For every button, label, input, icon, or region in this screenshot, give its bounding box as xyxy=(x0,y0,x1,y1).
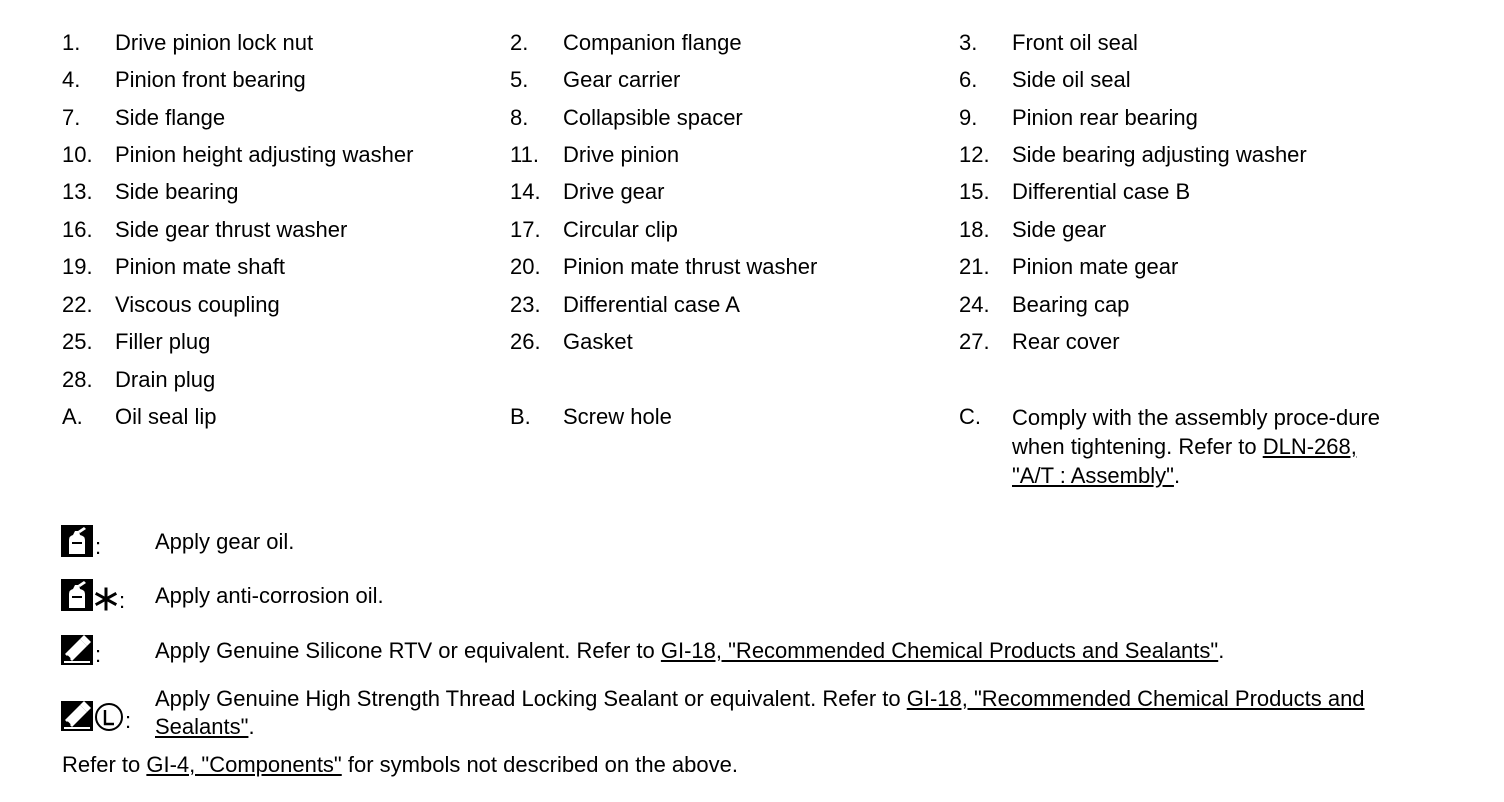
part-label: Pinion front bearing xyxy=(115,67,306,92)
note-c-number: C. xyxy=(959,404,981,429)
part-number: 15. xyxy=(959,179,990,204)
part-label: Drive gear xyxy=(563,179,665,204)
part-label: Screw hole xyxy=(563,404,672,429)
legend-text-period: . xyxy=(1218,638,1225,663)
part-number: 22. xyxy=(62,292,93,317)
part-number: 4. xyxy=(62,67,81,92)
part-label: Drive pinion lock nut xyxy=(115,30,314,55)
legend-gear-oil xyxy=(60,524,1480,560)
part-number: 3. xyxy=(959,30,978,55)
part-number: 9. xyxy=(959,105,978,130)
part-label: Drive pinion xyxy=(563,142,680,167)
legend-text: Apply gear oil. xyxy=(155,529,295,554)
circled-l-icon xyxy=(94,702,124,732)
part-label: Differential case A xyxy=(563,292,740,317)
part-number: 18. xyxy=(959,217,990,242)
part-number: B. xyxy=(510,404,531,429)
part-number: 20. xyxy=(510,254,541,279)
part-label: Side flange xyxy=(115,105,226,130)
part-number: 17. xyxy=(510,217,541,242)
part-label: Side gear thrust washer xyxy=(115,217,348,242)
part-number: 7. xyxy=(62,105,81,130)
legend-text-body: Apply Genuine Silicone RTV or equivalent. Refer to xyxy=(155,638,661,663)
part-number: 11. xyxy=(510,142,539,167)
part-number: 12. xyxy=(959,142,990,167)
part-label: Gear carrier xyxy=(563,67,681,92)
part-number: 23. xyxy=(510,292,541,317)
legend-thread-locking-sealant xyxy=(60,684,1480,744)
part-label: Collapsible spacer xyxy=(563,105,743,130)
dln-268-link[interactable]: DLN-268, "A/T : Assembly" xyxy=(1012,434,1357,488)
part-number: 1. xyxy=(62,30,81,55)
part-number: 6. xyxy=(959,67,978,92)
part-number: 13. xyxy=(62,179,93,204)
part-label: Pinion height adjusting washer xyxy=(115,142,414,167)
oil-can-icon xyxy=(60,578,94,612)
legend-silicone-rtv xyxy=(60,632,1480,668)
sealant-tube-icon xyxy=(60,700,94,732)
part-number: 21. xyxy=(959,254,990,279)
part-number: 19. xyxy=(62,254,93,279)
part-number: 16. xyxy=(62,217,93,242)
part-label: Gasket xyxy=(563,329,633,354)
part-number: 14. xyxy=(510,179,541,204)
legend-colon: : xyxy=(95,642,102,667)
part-label: Pinion rear bearing xyxy=(1012,105,1198,130)
part-label: Pinion mate thrust washer xyxy=(563,254,818,279)
legend-text-period: . xyxy=(248,714,255,739)
legend-symbol xyxy=(60,524,101,558)
legend-text xyxy=(155,685,1405,741)
part-label: Circular clip xyxy=(563,217,678,242)
part-label: Rear cover xyxy=(1012,329,1120,354)
part-label: Side bearing xyxy=(115,179,239,204)
legend-symbol xyxy=(60,578,125,612)
legend-colon: : xyxy=(95,534,102,559)
part-label: Bearing cap xyxy=(1012,292,1130,317)
part-number: 5. xyxy=(510,67,529,92)
gi-18-link[interactable]: GI-18, "Recommended Chemical Products and Sealants" xyxy=(660,638,1219,663)
part-label: Front oil seal xyxy=(1012,30,1138,55)
part-number: 8. xyxy=(510,105,529,130)
legend-symbol xyxy=(60,632,101,666)
legend-colon: : xyxy=(125,708,132,733)
part-number: 10. xyxy=(62,142,93,167)
legend-colon: : xyxy=(119,588,126,613)
footer-after: for symbols not described on the above. xyxy=(341,752,738,777)
part-number: 26. xyxy=(510,329,541,354)
sealant-tube-icon xyxy=(60,634,94,666)
legend-text xyxy=(155,637,1455,665)
part-label: Side bearing adjusting washer xyxy=(1012,142,1307,167)
part-label: Oil seal lip xyxy=(115,404,217,429)
part-label: Side gear xyxy=(1012,217,1107,242)
part-number: 2. xyxy=(510,30,529,55)
part-number: 24. xyxy=(959,292,990,317)
part-label: Filler plug xyxy=(115,329,211,354)
legend-text-body: Apply Genuine High Strength Thread Locking Sealant or equivalent. Refer to xyxy=(155,686,907,711)
footer-before: Refer to xyxy=(62,752,147,777)
legend-text: Apply anti-corrosion oil. xyxy=(155,583,384,608)
part-number: A. xyxy=(62,404,83,429)
oil-can-icon xyxy=(60,524,94,558)
part-label: Differential case B xyxy=(1012,179,1191,204)
gi-4-link[interactable]: GI-4, "Components" xyxy=(146,752,342,777)
part-label: Drain plug xyxy=(115,367,216,392)
gi-18-link[interactable]: GI-18, "Recommended Chemical Products and Sealants" xyxy=(155,686,1365,739)
part-label: Pinion mate gear xyxy=(1012,254,1179,279)
part-label: Viscous coupling xyxy=(115,292,280,317)
legend-symbol xyxy=(60,698,131,732)
part-label: Side oil seal xyxy=(1012,67,1131,92)
note-c-period: . xyxy=(1173,463,1181,488)
note-c-text xyxy=(1012,403,1397,490)
part-label: Companion flange xyxy=(563,30,742,55)
footer-note xyxy=(62,751,738,779)
part-number: 28. xyxy=(62,367,93,392)
legend-anti-corrosion-oil xyxy=(60,578,1480,614)
note-c-body: Comply with the assembly proce-dure when tightening. Refer to xyxy=(1012,405,1381,459)
part-label: Pinion mate shaft xyxy=(115,254,285,279)
asterisk-icon xyxy=(94,586,118,612)
part-number: 25. xyxy=(62,329,93,354)
part-number: 27. xyxy=(959,329,990,354)
